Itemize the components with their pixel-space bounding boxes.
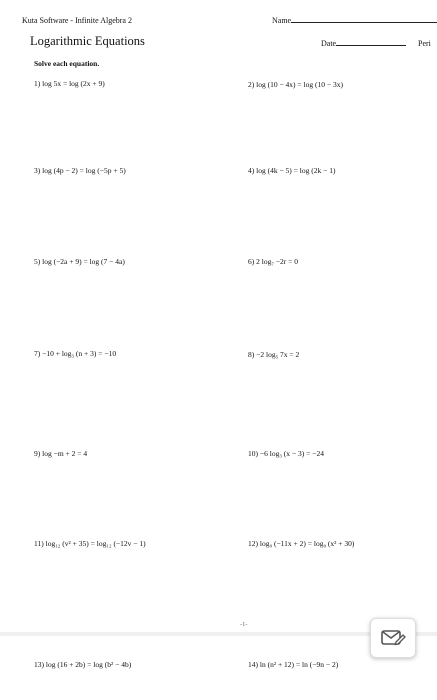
name-line xyxy=(291,22,437,23)
name-field[interactable] xyxy=(272,16,437,25)
problem-1: 1) log 5x = log (2x + 9) xyxy=(34,79,105,88)
source-label: Kuta Software - Infinite Algebra 2 xyxy=(22,16,132,25)
date-field[interactable] xyxy=(321,39,406,48)
problem-6: 6) 2 log₇ −2r = 0 xyxy=(248,257,299,266)
date-label: Date xyxy=(321,39,337,48)
problem-3: 3) log (4p − 2) = log (−5p + 5) xyxy=(34,166,126,175)
problem-11: 11) log₁₂ (v² + 35) = log₁₂ (−12v − 1) xyxy=(34,539,146,548)
page-number: -1- xyxy=(240,621,248,628)
page-title: Logarithmic Equations xyxy=(30,34,145,48)
instructions: Solve each equation. xyxy=(34,59,100,68)
feedback-icon xyxy=(380,627,406,649)
problem-5: 5) log (−2a + 9) = log (7 − 4a) xyxy=(34,257,125,266)
problem-12: 12) log₉ (−11x + 2) = log₉ (x² + 30) xyxy=(248,539,355,548)
problem-10: 10) −6 log₃ (x − 3) = −24 xyxy=(248,449,324,458)
feedback-button[interactable] xyxy=(370,618,416,658)
problem-9: 9) log −m + 2 = 4 xyxy=(34,449,88,458)
problem-8: 8) −2 log₅ 7x = 2 xyxy=(248,350,300,359)
problem-4: 4) log (4k − 5) = log (2k − 1) xyxy=(248,166,336,175)
date-line xyxy=(336,45,406,46)
problem-7: 7) −10 + log₃ (n + 3) = −10 xyxy=(34,349,117,358)
period-label: Peri xyxy=(418,39,431,48)
problem-13: 13) log (16 + 2b) = log (b² − 4b) xyxy=(34,660,132,669)
problem-2: 2) log (10 − 4x) = log (10 − 3x) xyxy=(248,80,343,89)
problem-14: 14) ln (n² + 12) = ln (−9n − 2) xyxy=(248,660,339,669)
name-label: Name xyxy=(272,16,292,25)
